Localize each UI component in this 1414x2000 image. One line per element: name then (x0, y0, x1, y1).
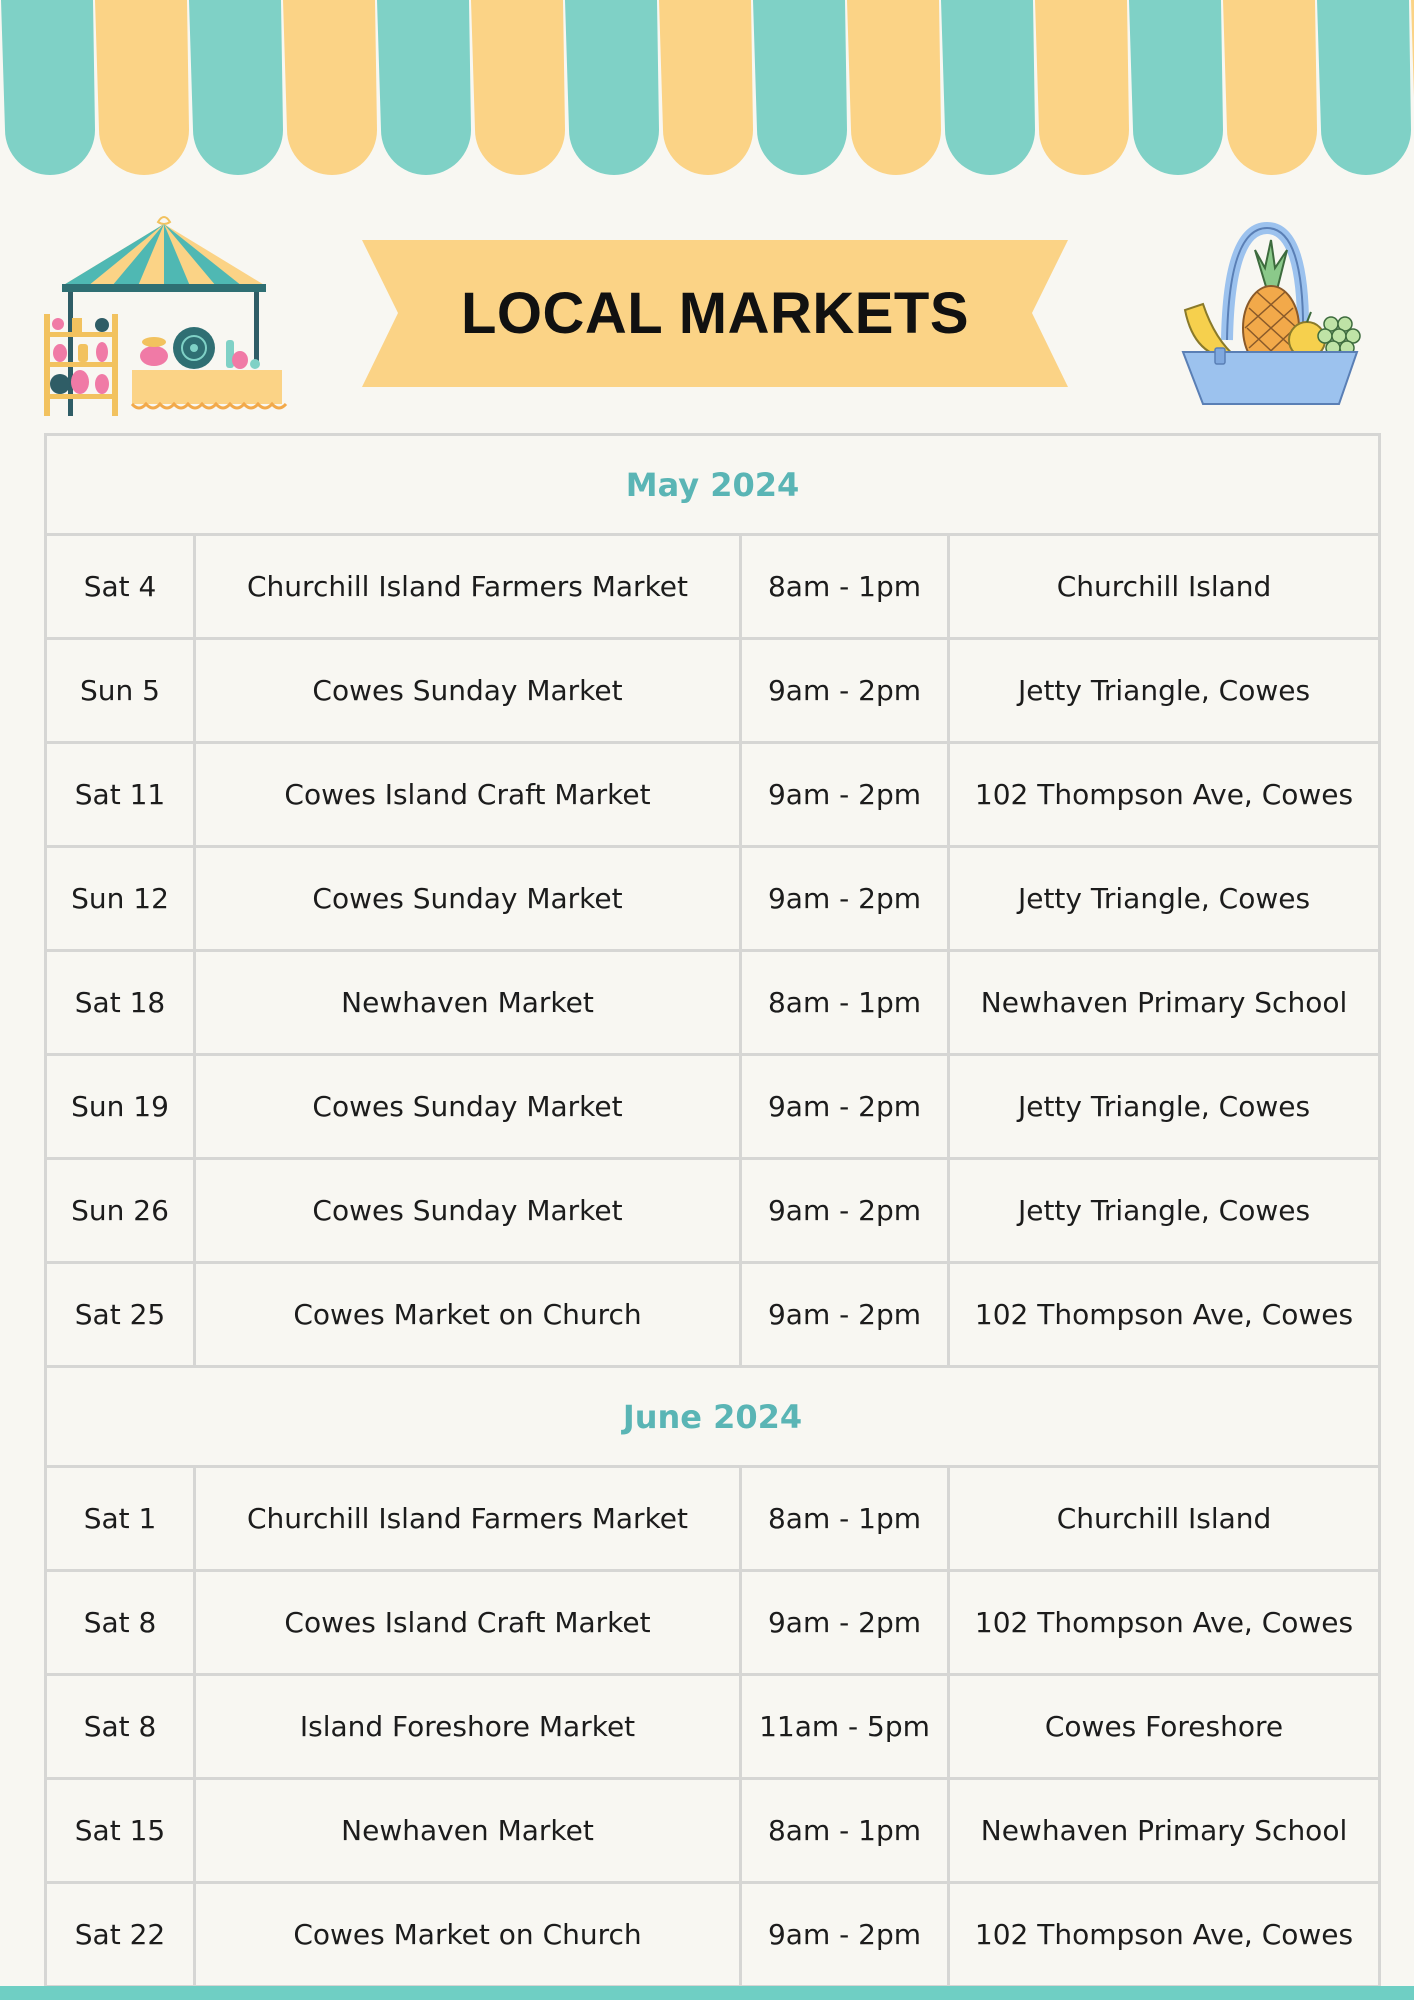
cell-hours: 9am - 2pm (741, 1571, 949, 1675)
market-schedule-table-may (44, 433, 1381, 1368)
cell-market: Newhaven Market (195, 951, 741, 1055)
table-row (46, 639, 1380, 743)
cell-hours: 11am - 5pm (741, 1675, 949, 1779)
awning-stripe (1317, 0, 1411, 175)
awning-stripe (283, 0, 377, 175)
table-row (46, 1675, 1380, 1779)
month-header-row (46, 435, 1380, 535)
cell-day: Sun 26 (46, 1159, 195, 1263)
market-schedule-table-june (44, 1365, 1381, 1988)
cell-market: Cowes Sunday Market (195, 1055, 741, 1159)
bottom-border (0, 1986, 1414, 2000)
cell-day: Sat 15 (46, 1779, 195, 1883)
awning-stripe (471, 0, 565, 175)
table-row (46, 847, 1380, 951)
cell-market: Cowes Sunday Market (195, 847, 741, 951)
cell-hours: 8am - 1pm (741, 1467, 949, 1571)
cell-hours: 8am - 1pm (741, 1779, 949, 1883)
cell-day: Sat 25 (46, 1263, 195, 1367)
cell-market: Cowes Sunday Market (195, 639, 741, 743)
table-row (46, 1779, 1380, 1883)
awning-stripe (1223, 0, 1317, 175)
cell-day: Sat 18 (46, 951, 195, 1055)
awning-decoration (0, 0, 1414, 180)
table-row (46, 1055, 1380, 1159)
cell-hours: 8am - 1pm (741, 535, 949, 639)
cell-hours: 9am - 2pm (741, 1055, 949, 1159)
cell-hours: 9am - 2pm (741, 1883, 949, 1987)
month-heading: June 2024 (46, 1367, 1380, 1467)
table-row (46, 1571, 1380, 1675)
cell-day: Sat 4 (46, 535, 195, 639)
cell-location: Churchill Island (949, 535, 1380, 639)
cell-day: Sat 8 (46, 1571, 195, 1675)
cell-location: 102 Thompson Ave, Cowes (949, 1883, 1380, 1987)
table-row (46, 1883, 1380, 1987)
awning-stripe (659, 0, 753, 175)
cell-hours: 8am - 1pm (741, 951, 949, 1055)
month-heading: May 2024 (46, 435, 1380, 535)
table-row (46, 951, 1380, 1055)
table-row (46, 1263, 1380, 1367)
cell-location: Newhaven Primary School (949, 951, 1380, 1055)
cell-hours: 9am - 2pm (741, 1263, 949, 1367)
cell-location: Jetty Triangle, Cowes (949, 847, 1380, 951)
cell-market: Churchill Island Farmers Market (195, 1467, 741, 1571)
title-banner (362, 240, 1068, 387)
month-header-row (46, 1367, 1380, 1467)
market-stall-icon (40, 210, 290, 420)
awning-stripe (189, 0, 283, 175)
table-row (46, 1467, 1380, 1571)
cell-day: Sun 12 (46, 847, 195, 951)
cell-location: Jetty Triangle, Cowes (949, 1159, 1380, 1263)
cell-market: Cowes Sunday Market (195, 1159, 741, 1263)
cell-day: Sat 1 (46, 1467, 195, 1571)
cell-day: Sun 19 (46, 1055, 195, 1159)
cell-market: Cowes Market on Church (195, 1263, 741, 1367)
cell-market: Island Foreshore Market (195, 1675, 741, 1779)
cell-market: Cowes Island Craft Market (195, 743, 741, 847)
cell-day: Sun 5 (46, 639, 195, 743)
cell-market: Churchill Island Farmers Market (195, 535, 741, 639)
cell-location: Cowes Foreshore (949, 1675, 1380, 1779)
cell-location: Jetty Triangle, Cowes (949, 1055, 1380, 1159)
cell-market: Cowes Market on Church (195, 1883, 741, 1987)
cell-day: Sat 22 (46, 1883, 195, 1987)
cell-hours: 9am - 2pm (741, 1159, 949, 1263)
awning-stripe (1, 0, 95, 175)
awning-stripe (377, 0, 471, 175)
cell-location: 102 Thompson Ave, Cowes (949, 743, 1380, 847)
cell-market: Newhaven Market (195, 1779, 741, 1883)
awning-stripe (95, 0, 189, 175)
awning-stripe (847, 0, 941, 175)
page-title: LOCAL MARKETS (460, 281, 970, 346)
cell-hours: 9am - 2pm (741, 847, 949, 951)
cell-day: Sat 8 (46, 1675, 195, 1779)
table-row (46, 1159, 1380, 1263)
cell-location: 102 Thompson Ave, Cowes (949, 1571, 1380, 1675)
cell-location: Newhaven Primary School (949, 1779, 1380, 1883)
fruit-basket-icon (1175, 220, 1370, 410)
cell-hours: 9am - 2pm (741, 639, 949, 743)
awning-stripe (565, 0, 659, 175)
awning-stripe (753, 0, 847, 175)
cell-location: 102 Thompson Ave, Cowes (949, 1263, 1380, 1367)
cell-location: Jetty Triangle, Cowes (949, 639, 1380, 743)
table-row (46, 535, 1380, 639)
cell-day: Sat 11 (46, 743, 195, 847)
table-row (46, 743, 1380, 847)
cell-location: Churchill Island (949, 1467, 1380, 1571)
cell-market: Cowes Island Craft Market (195, 1571, 741, 1675)
awning-stripe (1035, 0, 1129, 175)
cell-hours: 9am - 2pm (741, 743, 949, 847)
awning-stripe (1129, 0, 1223, 175)
awning-stripe (941, 0, 1035, 175)
